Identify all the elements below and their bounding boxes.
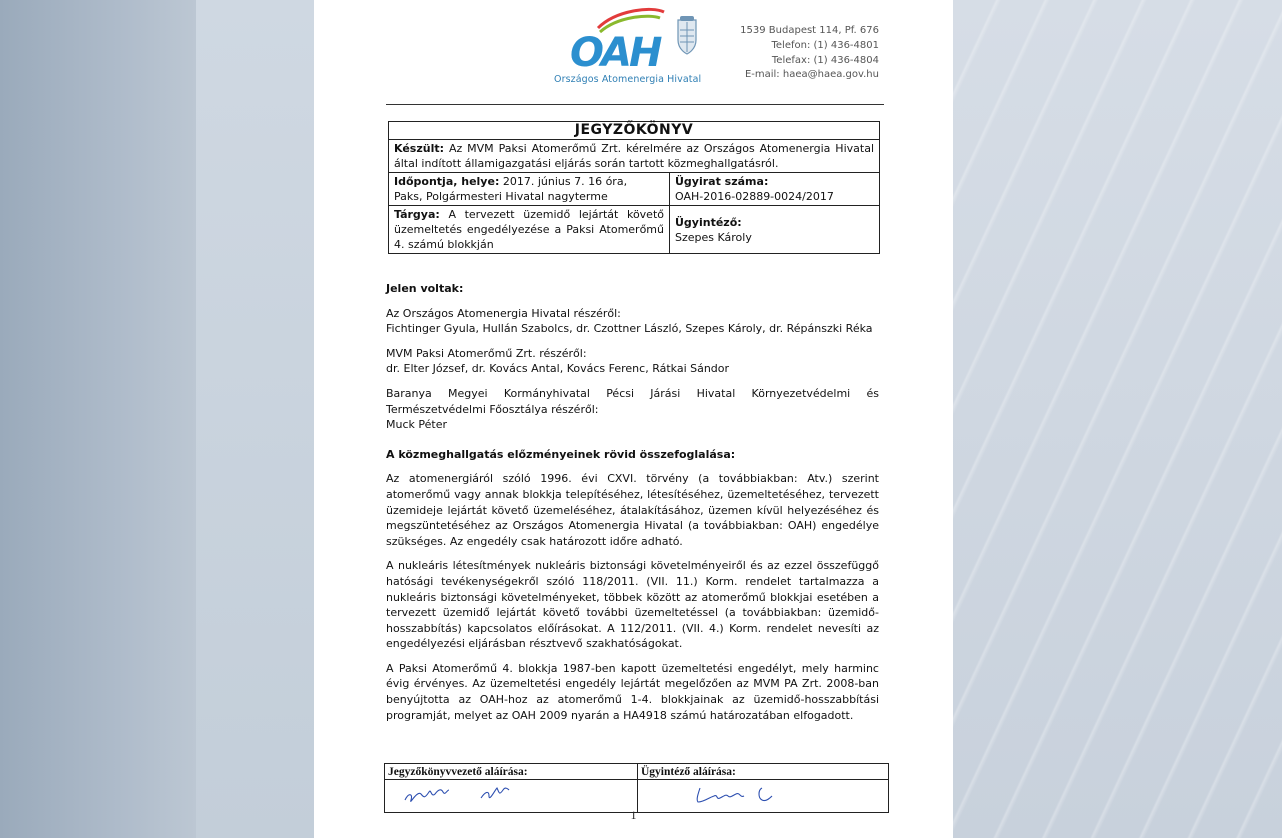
contact-fax: Telefax: (1) 436-4804 [771, 54, 879, 66]
document-page [314, 0, 953, 838]
summary-paragraph: Az atomenergiáról szóló 1996. évi CXVI. törvény (a továbbiakban: Atv.) szerint atomerőmű vagy annak blokkja telepítéséhez, létesítéséhez, üzemeltetéséhez, tervezett üzemideje lejártát követő üzemeléséhez, átalakításához, üzemen kívül helyezéséhez és megszüntetéséhez az Országos Atomenergia Hivatal (a továbbiakban: OAH) engedélye szükséges. Az engedély csak határozott időre adható. [386, 472, 879, 548]
officer-signature-label: Ügyintéző aláírása: [638, 764, 889, 780]
summary-paragraph: A nukleáris létesítmények nukleáris biztonsági követelményeiről és az ezzel összefüggő hatósági tevékenységekről szóló 118/2011. (VII. 11.) Korm. rendelet tartalmazza a nukleáris biztonsági követelményeket, többek között az atomerőmű blokkjai esetében a tervezett üzemidő lejártát követő további üzemeltetéssel (a továbbiakban: üzemidő-hosszabbítás) kapcsolatos előírásokat. A 112/2011. (VII. 4.) Korm. rendelet nevesíti az engedélyezési eljárásban résztvevő szakhatóságokat. [386, 559, 879, 651]
handwritten-signature-icon [638, 780, 888, 809]
viewer-background-left [0, 0, 196, 838]
minutes-header-table [388, 121, 880, 254]
time-text-1: 2017. június 7. 16 óra, [502, 175, 628, 188]
present-org: Az Országos Atomenergia Hivatal részéről: [386, 306, 621, 320]
header-divider [386, 104, 884, 105]
contact-block [740, 24, 879, 83]
viewer-background-gutter [196, 0, 314, 838]
present-names: Muck Péter [386, 418, 447, 432]
summary-paragraph: A Paksi Atomerőmű 4. blokkja 1987-ben kapott üzemeltetési engedélyt, mely harminc évig érvényes. Az üzemeltetési engedély lejártát megelőzően az MVM PA Zrt. 2008-ban benyújtotta az OAH-hoz az atomerőmű 1-4. blokkjainak az üzemidő-hosszabbítási programját, melyet az OAH 2009 nyarán a HA4918 számú határozatában elfogadott. [386, 661, 879, 722]
present-org: Baranya Megyei Kormányhivatal Pécsi Járási Hivatal Környezetvédelmi és Természetvédelmi Főosztálya részéről: [386, 386, 879, 416]
document-title: JEGYZŐKÖNYV [389, 122, 880, 140]
handwritten-signature-icon [385, 780, 632, 809]
subject-label: Tárgya: [394, 208, 440, 221]
recorder-signature-label: Jegyzőkönyvvezető aláírása: [385, 764, 638, 780]
document-body [386, 281, 879, 732]
present-group-baranya [386, 386, 879, 433]
org-name: Országos Atomenergia Hivatal [554, 74, 702, 85]
contact-address: 1539 Budapest 114, Pf. 676 [740, 25, 879, 36]
time-cell [389, 173, 670, 206]
svg-text:OAH: OAH [570, 30, 660, 76]
made-text: Az MVM Paksi Atomerőmű Zrt. kérelmére az Országos Atomenergia Hivatal által indított államigazgatási eljárás során tartott közmeghallgatásról. [394, 142, 874, 170]
officer-value: Szepes Károly [675, 230, 752, 244]
present-heading: Jelen voltak: [386, 282, 464, 295]
present-group-oah [386, 306, 879, 337]
contact-email: E-mail: haea@haea.gov.hu [744, 69, 879, 81]
viewer-background-right [953, 0, 1282, 838]
time-label: Időpontja, helye: [394, 175, 500, 188]
coat-of-arms-icon [678, 16, 696, 54]
contact-phone: Telefon: (1) 436-4801 [771, 39, 879, 51]
signature-table [384, 763, 889, 813]
subject-text: A tervezett üzemidő lejártát követő üzemeltetés engedélyezése a Paksi Atomerőmű 4. számú blokkján [394, 208, 664, 251]
present-group-mvm [386, 346, 879, 377]
present-names: dr. Elter József, dr. Kovács Antal, Kovács Ferenc, Rátkai Sándor [386, 362, 730, 376]
present-org: MVM Paksi Atomerőmű Zrt. részéről: [386, 346, 587, 360]
made-cell [389, 140, 880, 173]
page-number: 1 [630, 808, 637, 822]
summary-heading: A közmeghallgatás előzményeinek rövid összefoglalása: [386, 447, 736, 461]
officer-cell [670, 206, 880, 254]
officer-label: Ügyintéző: [675, 215, 742, 229]
subject-cell [389, 206, 670, 254]
case-cell [670, 173, 880, 206]
made-label: Készült: [394, 142, 444, 155]
case-label: Ügyirat száma: [675, 175, 769, 188]
time-text-2: Paks, Polgármesteri Hivatal nagyterme [394, 190, 608, 203]
case-value: OAH-2016-02889-0024/2017 [675, 190, 834, 203]
present-names: Fichtinger Gyula, Hullán Szabolcs, dr. Czottner László, Szepes Károly, dr. Répánszki Réka [386, 322, 873, 336]
